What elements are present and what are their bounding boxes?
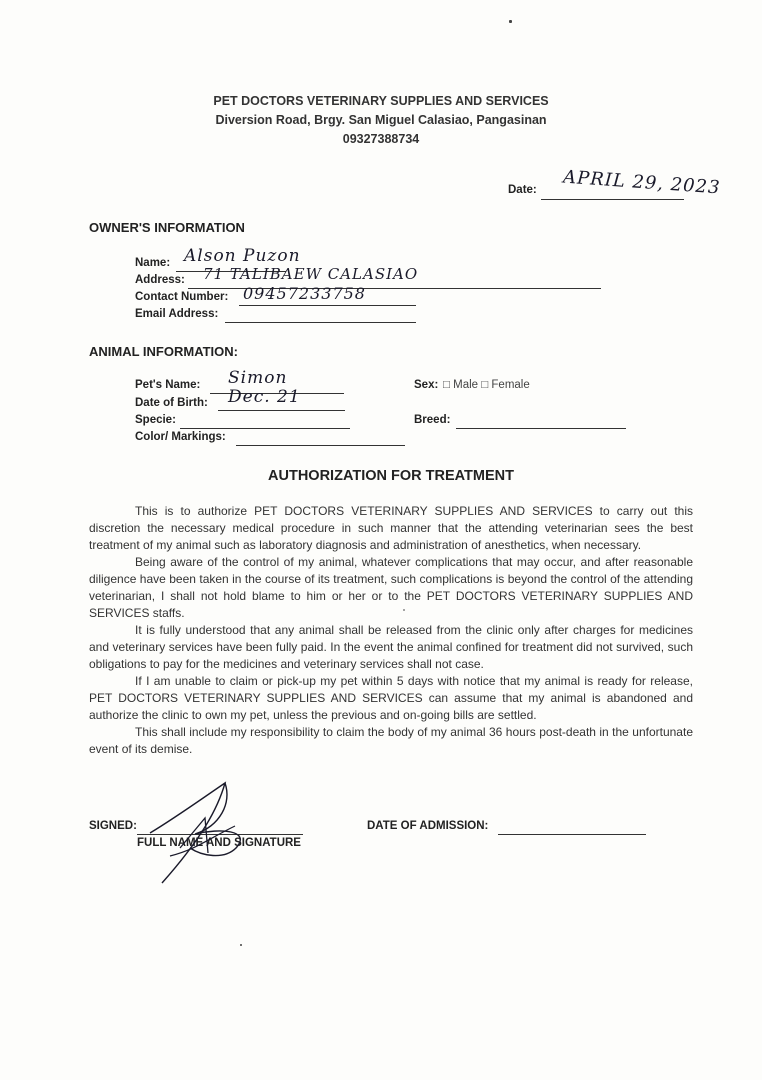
owner-address-handwritten: 71 TALIBAEW CALASIAO (203, 265, 419, 283)
signed-label: SIGNED: (89, 820, 137, 832)
authorization-title: AUTHORIZATION FOR TREATMENT (268, 468, 514, 484)
authorization-body (89, 503, 693, 758)
color-markings-label: Color/ Markings: (135, 431, 226, 443)
contact-number-line (239, 305, 416, 306)
owner-address-label: Address: (135, 274, 185, 286)
company-name: PET DOCTORS VETERINARY SUPPLIES AND SERVICES (213, 94, 549, 108)
specie-line (180, 428, 350, 429)
date-handwritten: APRIL 29, 2023 (562, 166, 722, 199)
company-address: Diversion Road, Brgy. San Miguel Calasiao, Pangasinan (215, 113, 547, 127)
company-phone: 09327388734 (342, 132, 420, 146)
authorization-paragraph: It is fully understood that any animal shall be released from the clinic only after charges for medicines and veterinary services have been fully paid. In the event the animal confined for treatment did not survived, such obligations to pay for the medicines and veterinary services shall not case. (89, 623, 693, 671)
authorization-paragraph: If I am unable to claim or pick-up my pet within 5 days with notice that my animal is ready for release, PET DOCTORS VETERINARY SUPPLIES AND SERVICES can assume that my animal is abandoned and authorize the clinic to own my pet, unless the previous and on-going bills are settled. (89, 674, 693, 722)
owner-heading: OWNER'S INFORMATION (89, 220, 245, 235)
scan-speck (509, 20, 512, 23)
sex-label: Sex: (414, 379, 439, 391)
authorization-paragraph: Being aware of the control of my animal, whatever complications that may occur, and after reasonable diligence have been taken in the course of its treatment, such complications is beyond the control of the attending veterinarian, I shall not hold blame to him or her or to the PET DOCTORS VETERINARY SUPPLIES AND SERVICES staffs. (89, 555, 693, 620)
sex-options: □ Male □ Female (443, 379, 530, 391)
handwritten-signature (140, 778, 270, 888)
authorization-paragraph: This is to authorize PET DOCTORS VETERINARY SUPPLIES AND SERVICES to carry out this discretion the necessary medical procedure in such manner that the attending veterinarian sees the best treatment of my animal such as laboratory diagnosis and administration of anesthetics, when necessary. (89, 504, 693, 552)
specie-label: Specie: (135, 414, 176, 426)
authorization-paragraph: This shall include my responsibility to claim the body of my animal 36 hours post-death in the unfortunate event of its demise. (89, 725, 693, 756)
breed-line (456, 428, 626, 429)
pet-name-label: Pet's Name: (135, 379, 201, 391)
color-markings-line (236, 445, 405, 446)
dob-handwritten: Dec. 21 (228, 387, 301, 407)
animal-heading: ANIMAL INFORMATION: (89, 344, 238, 359)
signature-caption: FULL NAME AND SIGNATURE (137, 837, 301, 849)
date-line (541, 199, 684, 200)
date-of-admission-label: DATE OF ADMISSION: (367, 820, 489, 832)
email-label: Email Address: (135, 308, 219, 320)
contact-number-label: Contact Number: (135, 291, 229, 303)
owner-name-handwritten: Alson Puzon (184, 246, 301, 266)
dob-label: Date of Birth: (135, 397, 208, 409)
date-label: Date: (508, 184, 537, 196)
email-line (225, 322, 416, 323)
pet-name-handwritten: Simon (228, 368, 288, 388)
owner-name-label: Name: (135, 257, 171, 269)
breed-label: Breed: (414, 414, 451, 426)
contact-number-handwritten: 09457233758 (243, 284, 366, 303)
scan-speck (403, 609, 405, 611)
dob-line (218, 410, 345, 411)
date-of-admission-line (498, 834, 646, 835)
scan-speck (240, 944, 242, 946)
